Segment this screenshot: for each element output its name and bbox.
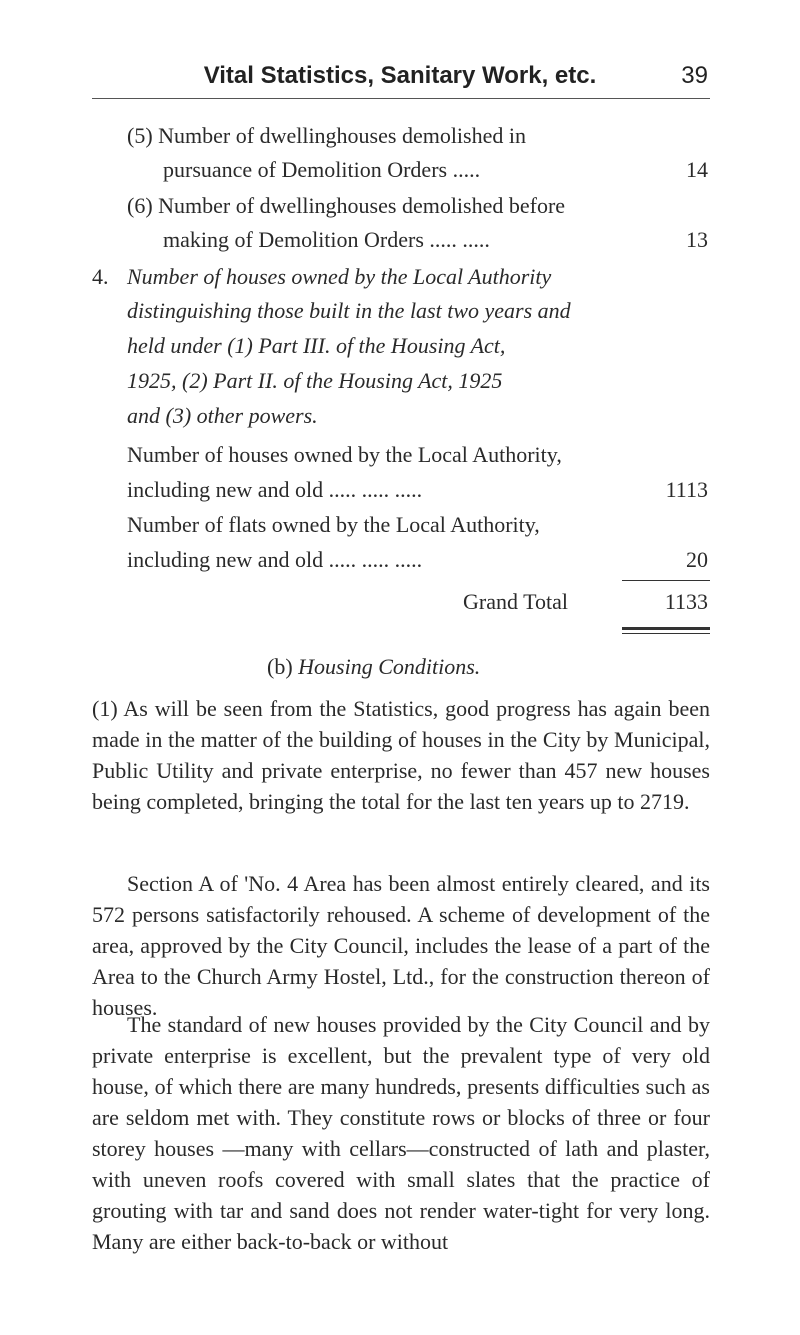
item-6-line-1: (6) Number of dwellinghouses demolished before (127, 193, 566, 218)
flats-owned-line-2: including new and old ..... ..... ..... (127, 547, 423, 572)
section-4-heading-line-2: distinguishing those built in the last two years and (127, 298, 571, 323)
header-divider (92, 98, 710, 99)
section-b-prefix: (b) (267, 654, 293, 679)
item-6-line-2: making of Demolition Orders ..... ..... (163, 227, 490, 252)
section-4-number: 4. (92, 264, 109, 289)
item-6-value: 13 (686, 227, 708, 252)
flats-owned-value: 20 (686, 547, 708, 572)
houses-owned-value: 1113 (665, 477, 708, 502)
item-5-value: 14 (686, 157, 708, 182)
paragraph-2 (92, 868, 710, 1023)
item-5-line-1: (5) Number of dwellinghouses demolished in (127, 123, 526, 148)
houses-owned-line-1: Number of houses owned by the Local Authority, (127, 442, 562, 467)
page-number: 39 (681, 62, 708, 89)
section-4-heading-line-4: 1925, (2) Part II. of the Housing Act, 1925 (127, 368, 503, 393)
paragraph-3 (92, 1009, 710, 1257)
grand-total-label: Grand Total (463, 589, 568, 614)
total-rule (622, 580, 710, 581)
section-4-heading-line-5: and (3) other powers. (127, 403, 318, 428)
houses-owned-line-2: including new and old ..... ..... ..... (127, 477, 423, 502)
grand-total-value: 1133 (664, 589, 708, 614)
double-rule-upper (622, 627, 710, 630)
item-5-line-2: pursuance of Demolition Orders ..... (163, 157, 481, 182)
running-title: Vital Statistics, Sanitary Work, etc. (203, 62, 597, 89)
paragraph-3-text: The standard of new houses provided by the City Council and by private enterprise is excellent, but the prevalent type of very old house, of which there are many hundreds, presents difficulties such as are seldom met with. They constitute rows or blocks of three or four storey houses —many with cellars—constructed of lath and plaster, with uneven roofs covered with small slates that the practice of grouting with tar and sand does not render water-tight for very long. Many are either back-to-back or without (92, 1012, 710, 1254)
section-4-heading-line-1: Number of houses owned by the Local Authority (127, 264, 552, 289)
section-b-title: Housing Conditions. (298, 654, 481, 679)
section-4-heading-line-3: held under (1) Part III. of the Housing Act, (127, 333, 506, 358)
paragraph-2-text: Section A of 'No. 4 Area has been almost entirely cleared, and its 572 persons satisfactorily rehoused. A scheme of development of the area, approved by the City Council, includes the lease of a part of the Area to the Church Army Hostel, Ltd., for the construction thereon of houses. (92, 871, 710, 1020)
section-b-heading (267, 653, 480, 681)
paragraph-1 (92, 693, 710, 817)
flats-owned-line-1: Number of flats owned by the Local Authority, (127, 512, 540, 537)
paragraph-1-text: (1) As will be seen from the Statistics, good progress has again been made in the matter of the building of houses in the City by Municipal, Public Utility and private enterprise, no fewer than 457 new houses being completed, bringing the total for the last ten years up to 2719. (92, 696, 710, 814)
double-rule-lower (622, 633, 710, 634)
